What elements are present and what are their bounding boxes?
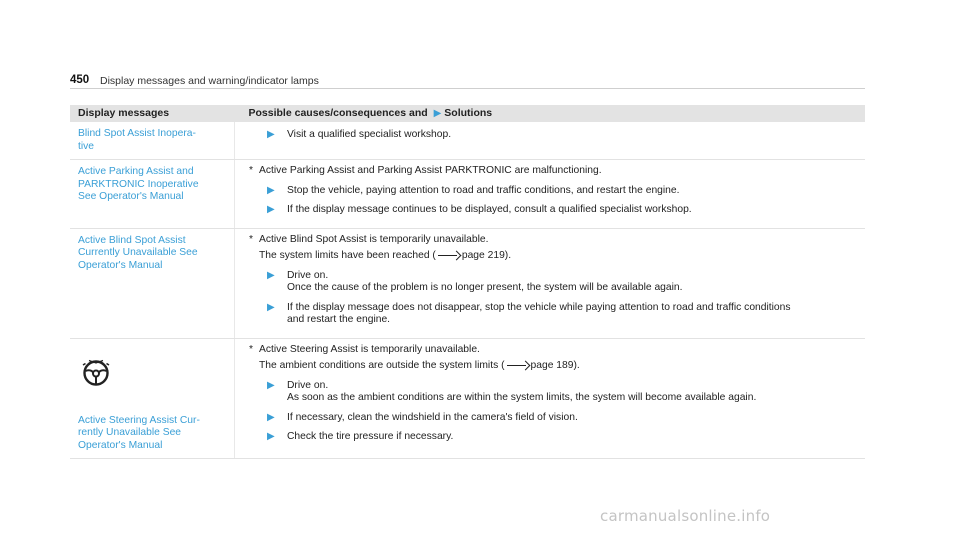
column-header-causes-text: Possible causes/consequences and	[248, 106, 428, 119]
table-row	[70, 228, 865, 338]
step-text: Stop the vehicle, paying attention to road and traffic conditions, and restart the engine.	[287, 184, 680, 196]
solution-step	[249, 412, 857, 425]
play-arrow-icon: ▶	[267, 269, 275, 281]
table-row	[70, 122, 865, 160]
step-text: Drive on. As soon as the ambient conditions are within the system limits, the system will become available again.	[287, 379, 757, 403]
solution-cell	[235, 338, 866, 459]
table-row	[70, 160, 865, 229]
solution-step	[249, 185, 857, 198]
play-arrow-icon: ▶	[267, 379, 275, 391]
solution-step	[249, 270, 857, 295]
page-reference-link[interactable]: page 189).	[530, 360, 580, 371]
solution-step	[249, 380, 857, 405]
cause-line	[249, 165, 857, 178]
step-text: If the display message does not disappear, stop the vehicle while paying attention to road and traffic conditions and restart the engine.	[287, 301, 791, 325]
page-reference-link[interactable]: page 219).	[461, 250, 512, 261]
solution-step	[249, 302, 857, 327]
message-cell	[70, 160, 235, 229]
solution-step	[249, 431, 857, 444]
page-reference-arrow-icon	[438, 251, 460, 259]
cause-detail-line	[249, 250, 857, 263]
cause-marker: *	[249, 165, 254, 176]
page-number: 450	[70, 74, 90, 86]
column-header-solutions-text: Solutions	[444, 106, 493, 119]
cause-line	[249, 234, 857, 247]
play-arrow-icon: ▶	[267, 129, 275, 140]
step-text: Check the tire pressure if necessary.	[287, 431, 454, 442]
cause-marker: *	[249, 343, 254, 355]
message-text: Active Parking Assist and PARKTRONIC Inoperative See Operator's Manual	[78, 166, 199, 202]
cause-detail-line	[249, 360, 857, 373]
play-arrow-icon: ▶	[267, 411, 275, 423]
play-arrow-icon: ▶	[267, 301, 275, 313]
solution-cell	[235, 160, 866, 229]
solution-cell	[235, 228, 866, 338]
cause-detail-text: The ambient conditions are outside the system limits (	[259, 360, 505, 371]
play-arrow-icon: ▶	[267, 204, 275, 215]
message-text: Blind Spot Assist Inopera- tive	[78, 128, 196, 152]
column-header-messages: Display messages	[70, 105, 235, 122]
message-text: Active Steering Assist Cur- rently Unavailable See Operator's Manual	[78, 414, 200, 451]
message-cell	[70, 338, 235, 459]
page-reference-arrow-icon	[507, 361, 529, 369]
cause-text: Active Steering Assist is temporarily unavailable.	[259, 343, 480, 355]
solution-step	[249, 129, 857, 142]
cause-text: Active Parking Assist and Parking Assist PARKTRONIC are malfunctioning.	[259, 165, 602, 176]
message-cell	[70, 122, 235, 160]
solution-step	[249, 204, 857, 217]
message-cell	[70, 228, 235, 338]
cause-marker: *	[249, 233, 254, 245]
step-text: Drive on. Once the cause of the problem is no longer present, the system will be available again.	[287, 269, 683, 293]
step-text: If necessary, clean the windshield in the camera's field of vision.	[287, 411, 578, 423]
play-arrow-icon: ▶	[433, 107, 442, 119]
play-arrow-icon: ▶	[267, 184, 275, 196]
page-title: Display messages and warning/indicator lamps	[100, 75, 319, 87]
solution-cell	[235, 122, 866, 160]
step-text: Visit a qualified specialist workshop.	[287, 129, 452, 140]
message-text: Active Blind Spot Assist Currently Unavailable See Operator's Manual	[78, 234, 198, 271]
cause-detail-text: The system limits have been reached (	[259, 250, 436, 261]
cause-line	[249, 344, 857, 357]
page-header	[70, 74, 865, 89]
watermark: carmanualsonline.info	[600, 507, 771, 525]
display-messages-table	[70, 105, 865, 459]
steering-wheel-icon	[80, 359, 112, 387]
step-text: If the display message continues to be displayed, consult a qualified specialist workshop.	[287, 204, 692, 215]
play-arrow-icon: ▶	[267, 431, 275, 442]
table-row	[70, 338, 865, 459]
table-header-row	[70, 105, 865, 122]
cause-text: Active Blind Spot Assist is temporarily unavailable.	[259, 233, 489, 245]
column-header-causes	[235, 105, 866, 122]
